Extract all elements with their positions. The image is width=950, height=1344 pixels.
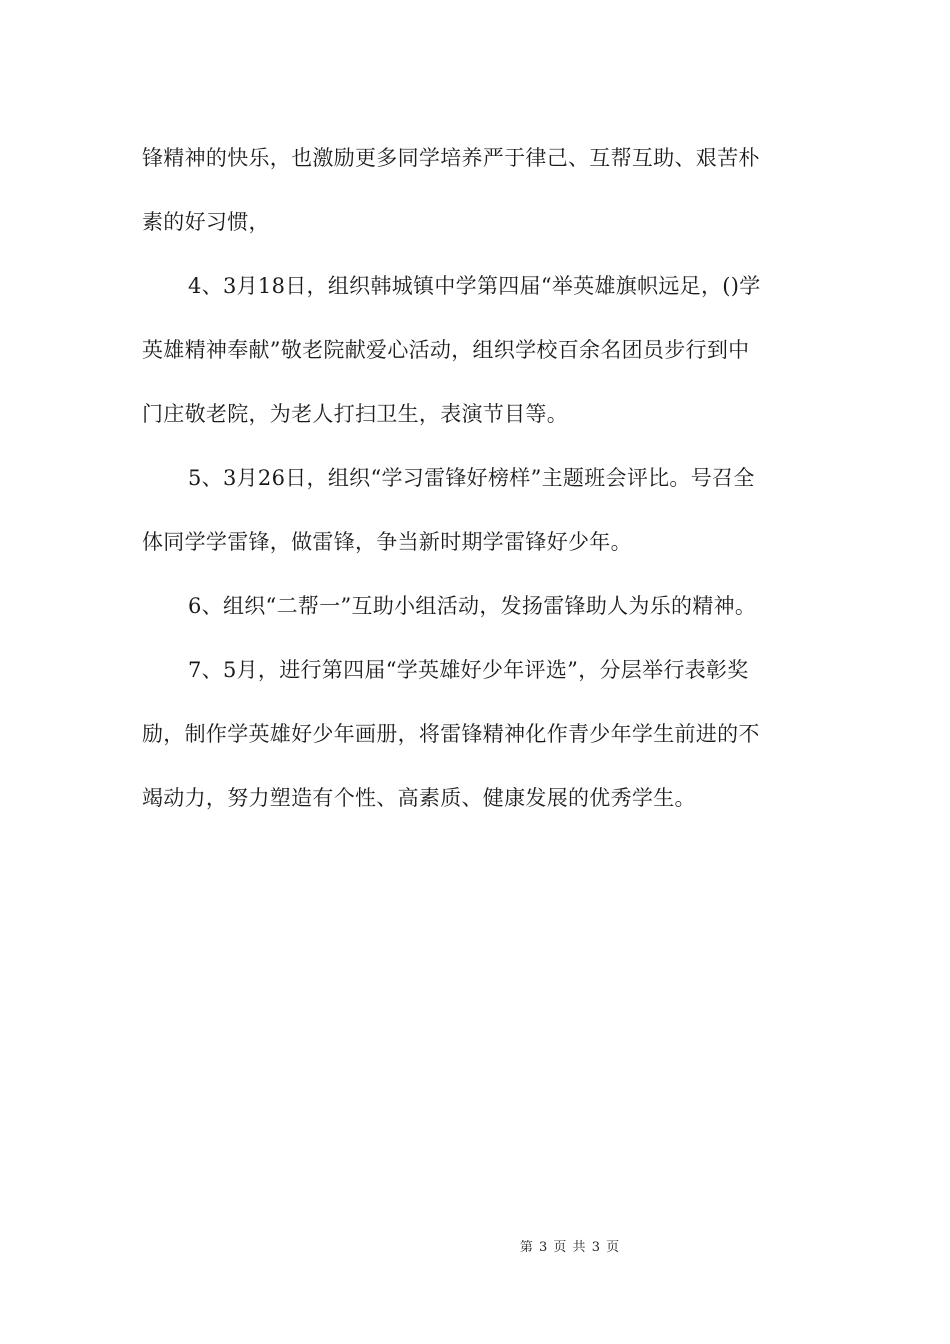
list-item-6-line: 6、组织“二帮一”互助小组活动，发扬雷锋助人为乐的精神。 — [188, 594, 757, 618]
text-line: 英雄精神奉献”敬老院献爱心活动，组织学校百余名团员步行到中 — [142, 338, 750, 362]
text-line: 锋精神的快乐，也激励更多同学培养严于律己、互帮互助、艰苦朴 — [142, 146, 760, 170]
document-body — [142, 126, 812, 830]
list-item-5-line: 5、3月26日，组织“学习雷锋好榜样”主题班会评比。号召全 — [188, 466, 755, 490]
page-number-footer: 第 3 页 共 3 页 — [519, 1240, 621, 1255]
text-line: 素的好习惯， — [142, 210, 270, 234]
text-line: 励，制作学英雄好少年画册，将雷锋精神化作青少年学生前进的不 — [142, 722, 760, 746]
text-line: 门庄敬老院，为老人打扫卫生，表演节目等。 — [142, 402, 568, 426]
list-item-7-line: 7、5月，进行第四届“学英雄好少年评选”，分层举行表彰奖 — [188, 658, 749, 682]
list-item-4-line: 4、3月18日，组织韩城镇中学第四届“举英雄旗帜远足，()学 — [188, 274, 761, 298]
text-line: 体同学学雷锋，做雷锋，争当新时期学雷锋好少年。 — [142, 530, 632, 554]
text-line: 竭动力，努力塑造有个性、高素质、健康发展的优秀学生。 — [142, 786, 696, 810]
